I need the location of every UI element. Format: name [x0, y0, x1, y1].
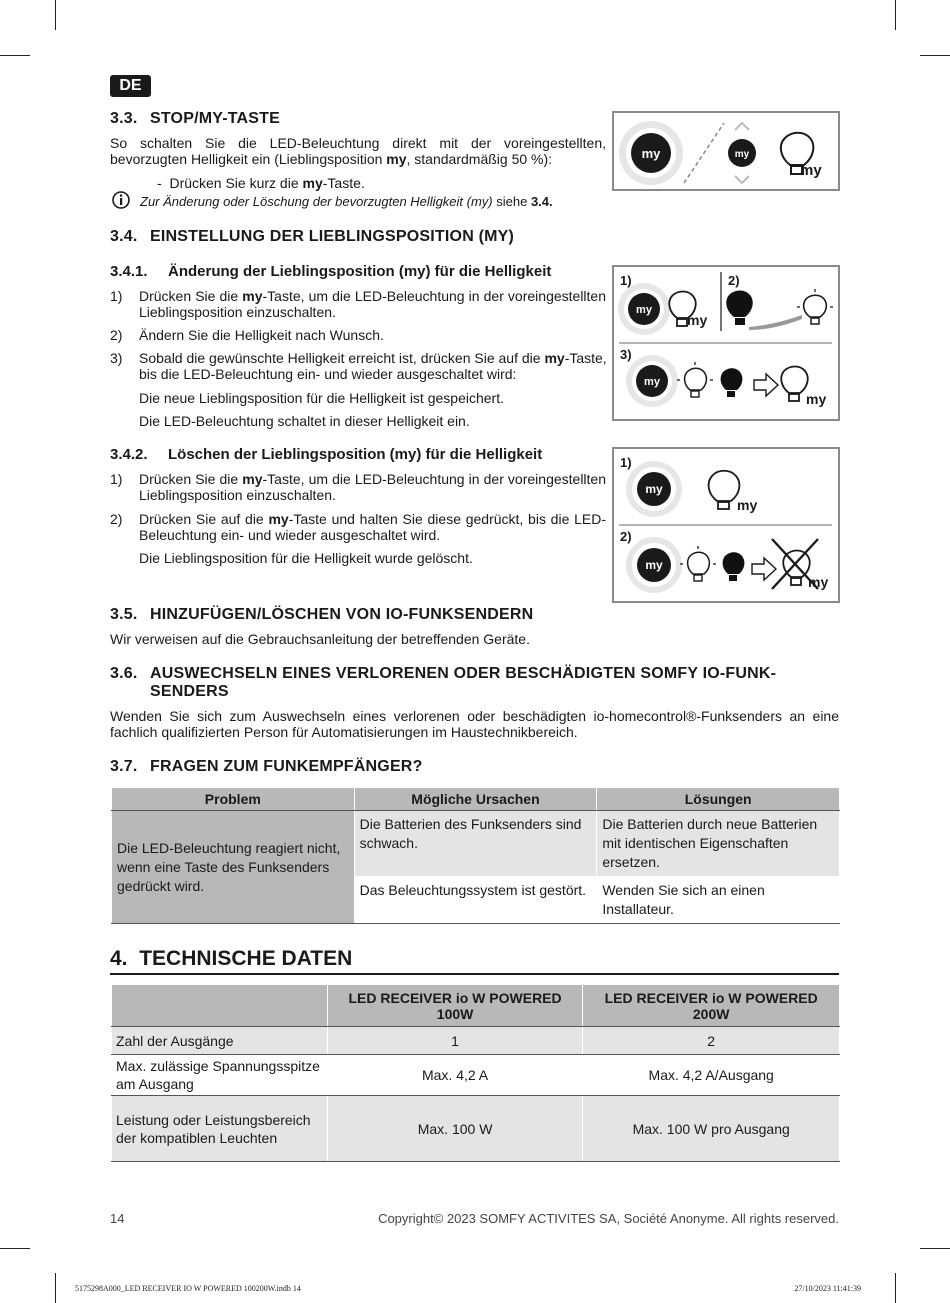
- row-label: Leistung oder Leistungsbereich der kompatiblen Leuchten: [112, 1096, 328, 1162]
- step-label: 1): [620, 455, 632, 470]
- value-cell: 2: [583, 1027, 840, 1055]
- step-label: 3): [620, 347, 632, 362]
- section-heading-3-3: [110, 110, 280, 128]
- text: , standardmäßig 50 %):: [406, 151, 553, 167]
- list-text: [139, 471, 606, 503]
- crop-mark: [895, 0, 896, 30]
- list-number: 1): [110, 471, 123, 487]
- svg-text:my: my: [800, 162, 822, 179]
- list-number: 2): [110, 511, 123, 527]
- crop-mark: [920, 1248, 950, 1249]
- table-header-row: [112, 985, 840, 1027]
- section-heading-3-7: [110, 758, 423, 776]
- value-cell: Max. 4,2 A/Ausgang: [583, 1055, 840, 1096]
- list-text: [139, 350, 609, 382]
- print-slug-file: 5175298A000_LED RECEIVER IO W POWERED 100200W.indb 14: [75, 1284, 301, 1293]
- value-cell: Max. 100 W pro Ausgang: [583, 1096, 840, 1162]
- svg-text:my: my: [734, 149, 750, 160]
- result-text: Die LED-Beleuchtung schaltet in dieser Helligkeit ein.: [139, 413, 470, 429]
- svg-text:my: my: [644, 376, 660, 388]
- text: Drücken Sie die: [139, 471, 243, 487]
- solution-cell: Die Batterien durch neue Batterien mit identischen Eigenschaften ersetzen.: [597, 811, 840, 877]
- section-number: 3.6.: [110, 665, 138, 682]
- section-number: 3.4.: [110, 228, 138, 245]
- paragraph: Wenden Sie sich zum Auswechseln eines verlorenen oder beschädigten io-homecontrol®-Funksenders an eine fachlich qualifizierten Person für Automatisierungen im Haustechnikbereich.: [110, 708, 839, 740]
- step-label: 1): [620, 273, 632, 288]
- list-text: Ändern Sie die Helligkeit nach Wunsch.: [139, 327, 384, 343]
- svg-text:my: my: [645, 482, 663, 496]
- text-bold: my: [242, 288, 263, 304]
- value-cell: Max. 100 W: [327, 1096, 583, 1162]
- text-italic: Zur Änderung oder Löschung der bevorzugten Helligkeit (my): [140, 194, 493, 209]
- section-title: AUSWECHSELN EINES VERLORENEN ODER BESCHÄDIGTEN SOMFY IO-FUNK-: [150, 665, 777, 682]
- section-number: 3.4.2.: [110, 446, 148, 463]
- list-number: 1): [110, 288, 123, 304]
- svg-text:my: my: [636, 304, 652, 316]
- chapter-heading-4: [110, 947, 839, 975]
- table-row: [112, 1027, 840, 1055]
- text: Drücken Sie die: [139, 288, 243, 304]
- step-label: 2): [728, 273, 740, 288]
- list-item: [110, 350, 606, 384]
- section-title: Änderung der Lieblingsposition (my) für die Helligkeit: [168, 263, 552, 280]
- text: -Taste, bis die LED-Beleuchtung ein- und wieder ausgeschaltet wird:: [139, 350, 607, 382]
- my-label: my: [806, 391, 827, 407]
- table-header-row: [112, 788, 840, 811]
- my-label: my: [687, 312, 708, 328]
- crop-mark: [0, 55, 30, 56]
- list-item: [110, 471, 606, 505]
- text: Drücken Sie kurz die: [169, 175, 303, 191]
- chapter-title: TECHNISCHE DATEN: [139, 947, 353, 970]
- row-label: Zahl der Ausgänge: [112, 1027, 328, 1055]
- table-row: [112, 811, 840, 877]
- section-title: Löschen der Lieblingsposition (my) für die Helligkeit: [168, 446, 543, 463]
- list-item: [110, 288, 606, 322]
- my-label: my: [808, 574, 829, 590]
- figure-my-button: [612, 111, 840, 191]
- paragraph: Wir verweisen auf die Gebrauchsanleitung der betreffenden Geräte.: [110, 631, 530, 647]
- figure-delete-my-position: [612, 447, 840, 603]
- column-header: LED RECEIVER io W POWERED 100W: [327, 985, 583, 1027]
- troubleshooting-table: [111, 787, 840, 924]
- info-note: [140, 194, 553, 209]
- section-heading-3-4: [110, 228, 514, 246]
- crop-mark: [55, 0, 56, 30]
- table-row: [112, 1096, 840, 1162]
- technical-data-table: [111, 984, 840, 1162]
- text-bold: my: [544, 350, 565, 366]
- section-title-continued: SENDERS: [150, 683, 229, 700]
- list-number: 3): [110, 350, 123, 366]
- text: Drücken Sie auf die: [139, 511, 269, 527]
- section-reference: 3.4.: [530, 194, 553, 209]
- change-brightness-illustration: [614, 267, 838, 419]
- text-bold: my: [268, 511, 289, 527]
- cause-cell: Das Beleuchtungssystem ist gestört.: [354, 877, 597, 924]
- print-slug-date: 27/10/2023 11:41:39: [794, 1284, 861, 1293]
- subsection-heading-3-4-1: [110, 263, 551, 280]
- list-item: [110, 327, 606, 345]
- problem-cell: Die LED-Beleuchtung reagiert nicht, wenn eine Taste des Funksenders gedrückt wird.: [112, 811, 355, 924]
- text: siehe: [492, 194, 531, 209]
- svg-text:my: my: [645, 558, 663, 572]
- crop-mark: [55, 1273, 56, 1303]
- bullet-item: [157, 175, 365, 191]
- paragraph: [110, 135, 606, 167]
- figure-change-my-position: [612, 265, 840, 421]
- section-heading-3-6: [110, 665, 776, 683]
- text: So schalten Sie die LED-Beleuchtung direkt mit der voreingestellten, bevorzugten Helligkeit ein (Lieblingsposition: [110, 135, 606, 167]
- value-cell: 1: [327, 1027, 583, 1055]
- column-header: LED RECEIVER io W POWERED 200W: [583, 985, 840, 1027]
- section-title: HINZUFÜGEN/LÖSCHEN VON IO-FUNKSENDERN: [150, 606, 534, 623]
- section-number: 3.4.1.: [110, 263, 148, 280]
- value-cell: Max. 4,2 A: [327, 1055, 583, 1096]
- row-label: Max. zulässige Spannungsspitze am Ausgang: [112, 1055, 328, 1096]
- text: -Taste und halten Sie diese gedrückt, bis die LED-Beleuchtung ein- und wieder ausgeschaltet wird.: [139, 511, 606, 543]
- delete-my-illustration: [614, 449, 838, 601]
- section-number: 3.7.: [110, 758, 138, 775]
- svg-text:my: my: [641, 146, 661, 161]
- text: -Taste.: [322, 175, 365, 191]
- text: Sobald die gewünschte Helligkeit erreicht ist, drücken Sie auf die: [139, 350, 545, 366]
- list-item: [110, 511, 606, 545]
- list-text: [139, 511, 606, 543]
- subsection-heading-3-4-2: [110, 446, 542, 463]
- crop-mark: [895, 1273, 896, 1303]
- column-header: Problem: [112, 788, 355, 811]
- step-label: 2): [620, 529, 632, 544]
- section-number: 3.5.: [110, 606, 138, 623]
- my-label: my: [737, 497, 758, 513]
- list-text: [139, 288, 606, 320]
- section-number: 3.3.: [110, 110, 138, 127]
- section-heading-3-5: [110, 606, 533, 624]
- result-text: Die neue Lieblingsposition für die Helligkeit ist gespeichert.: [139, 390, 504, 406]
- text: -Taste, um die LED-Beleuchtung in der voreingestellten Lieblingsposition einzuschalten.: [139, 471, 606, 503]
- my-button-illustration: [614, 113, 838, 189]
- page-number: 14: [110, 1211, 125, 1226]
- column-header: Mögliche Ursachen: [354, 788, 597, 811]
- solution-cell: Wenden Sie sich an einen Installateur.: [597, 877, 840, 924]
- text-bold: my: [386, 151, 407, 167]
- info-icon: [111, 190, 131, 210]
- text: -Taste, um die LED-Beleuchtung in der voreingestellten Lieblingsposition einzuschalten.: [139, 288, 606, 320]
- bullet-dash: -: [157, 175, 162, 191]
- language-badge: DE: [110, 75, 151, 97]
- result-text: Die Lieblingsposition für die Helligkeit wurde gelöscht.: [139, 550, 473, 566]
- copyright-notice: Copyright© 2023 SOMFY ACTIVITES SA, Société Anonyme. All rights reserved.: [378, 1211, 839, 1226]
- table-row: [112, 1055, 840, 1096]
- section-title: EINSTELLUNG DER LIEBLINGSPOSITION (MY): [150, 228, 515, 245]
- crop-mark: [0, 1248, 30, 1249]
- chapter-number: 4.: [110, 947, 128, 970]
- section-title: FRAGEN ZUM FUNKEMPFÄNGER?: [150, 758, 423, 775]
- section-title: STOP/MY-TASTE: [150, 110, 281, 127]
- cause-cell: Die Batterien des Funksenders sind schwach.: [354, 811, 597, 877]
- crop-mark: [920, 55, 950, 56]
- text-bold: my: [242, 471, 263, 487]
- list-number: 2): [110, 327, 123, 343]
- text-bold: my: [302, 175, 323, 191]
- column-header: [112, 985, 328, 1027]
- column-header: Lösungen: [597, 788, 840, 811]
